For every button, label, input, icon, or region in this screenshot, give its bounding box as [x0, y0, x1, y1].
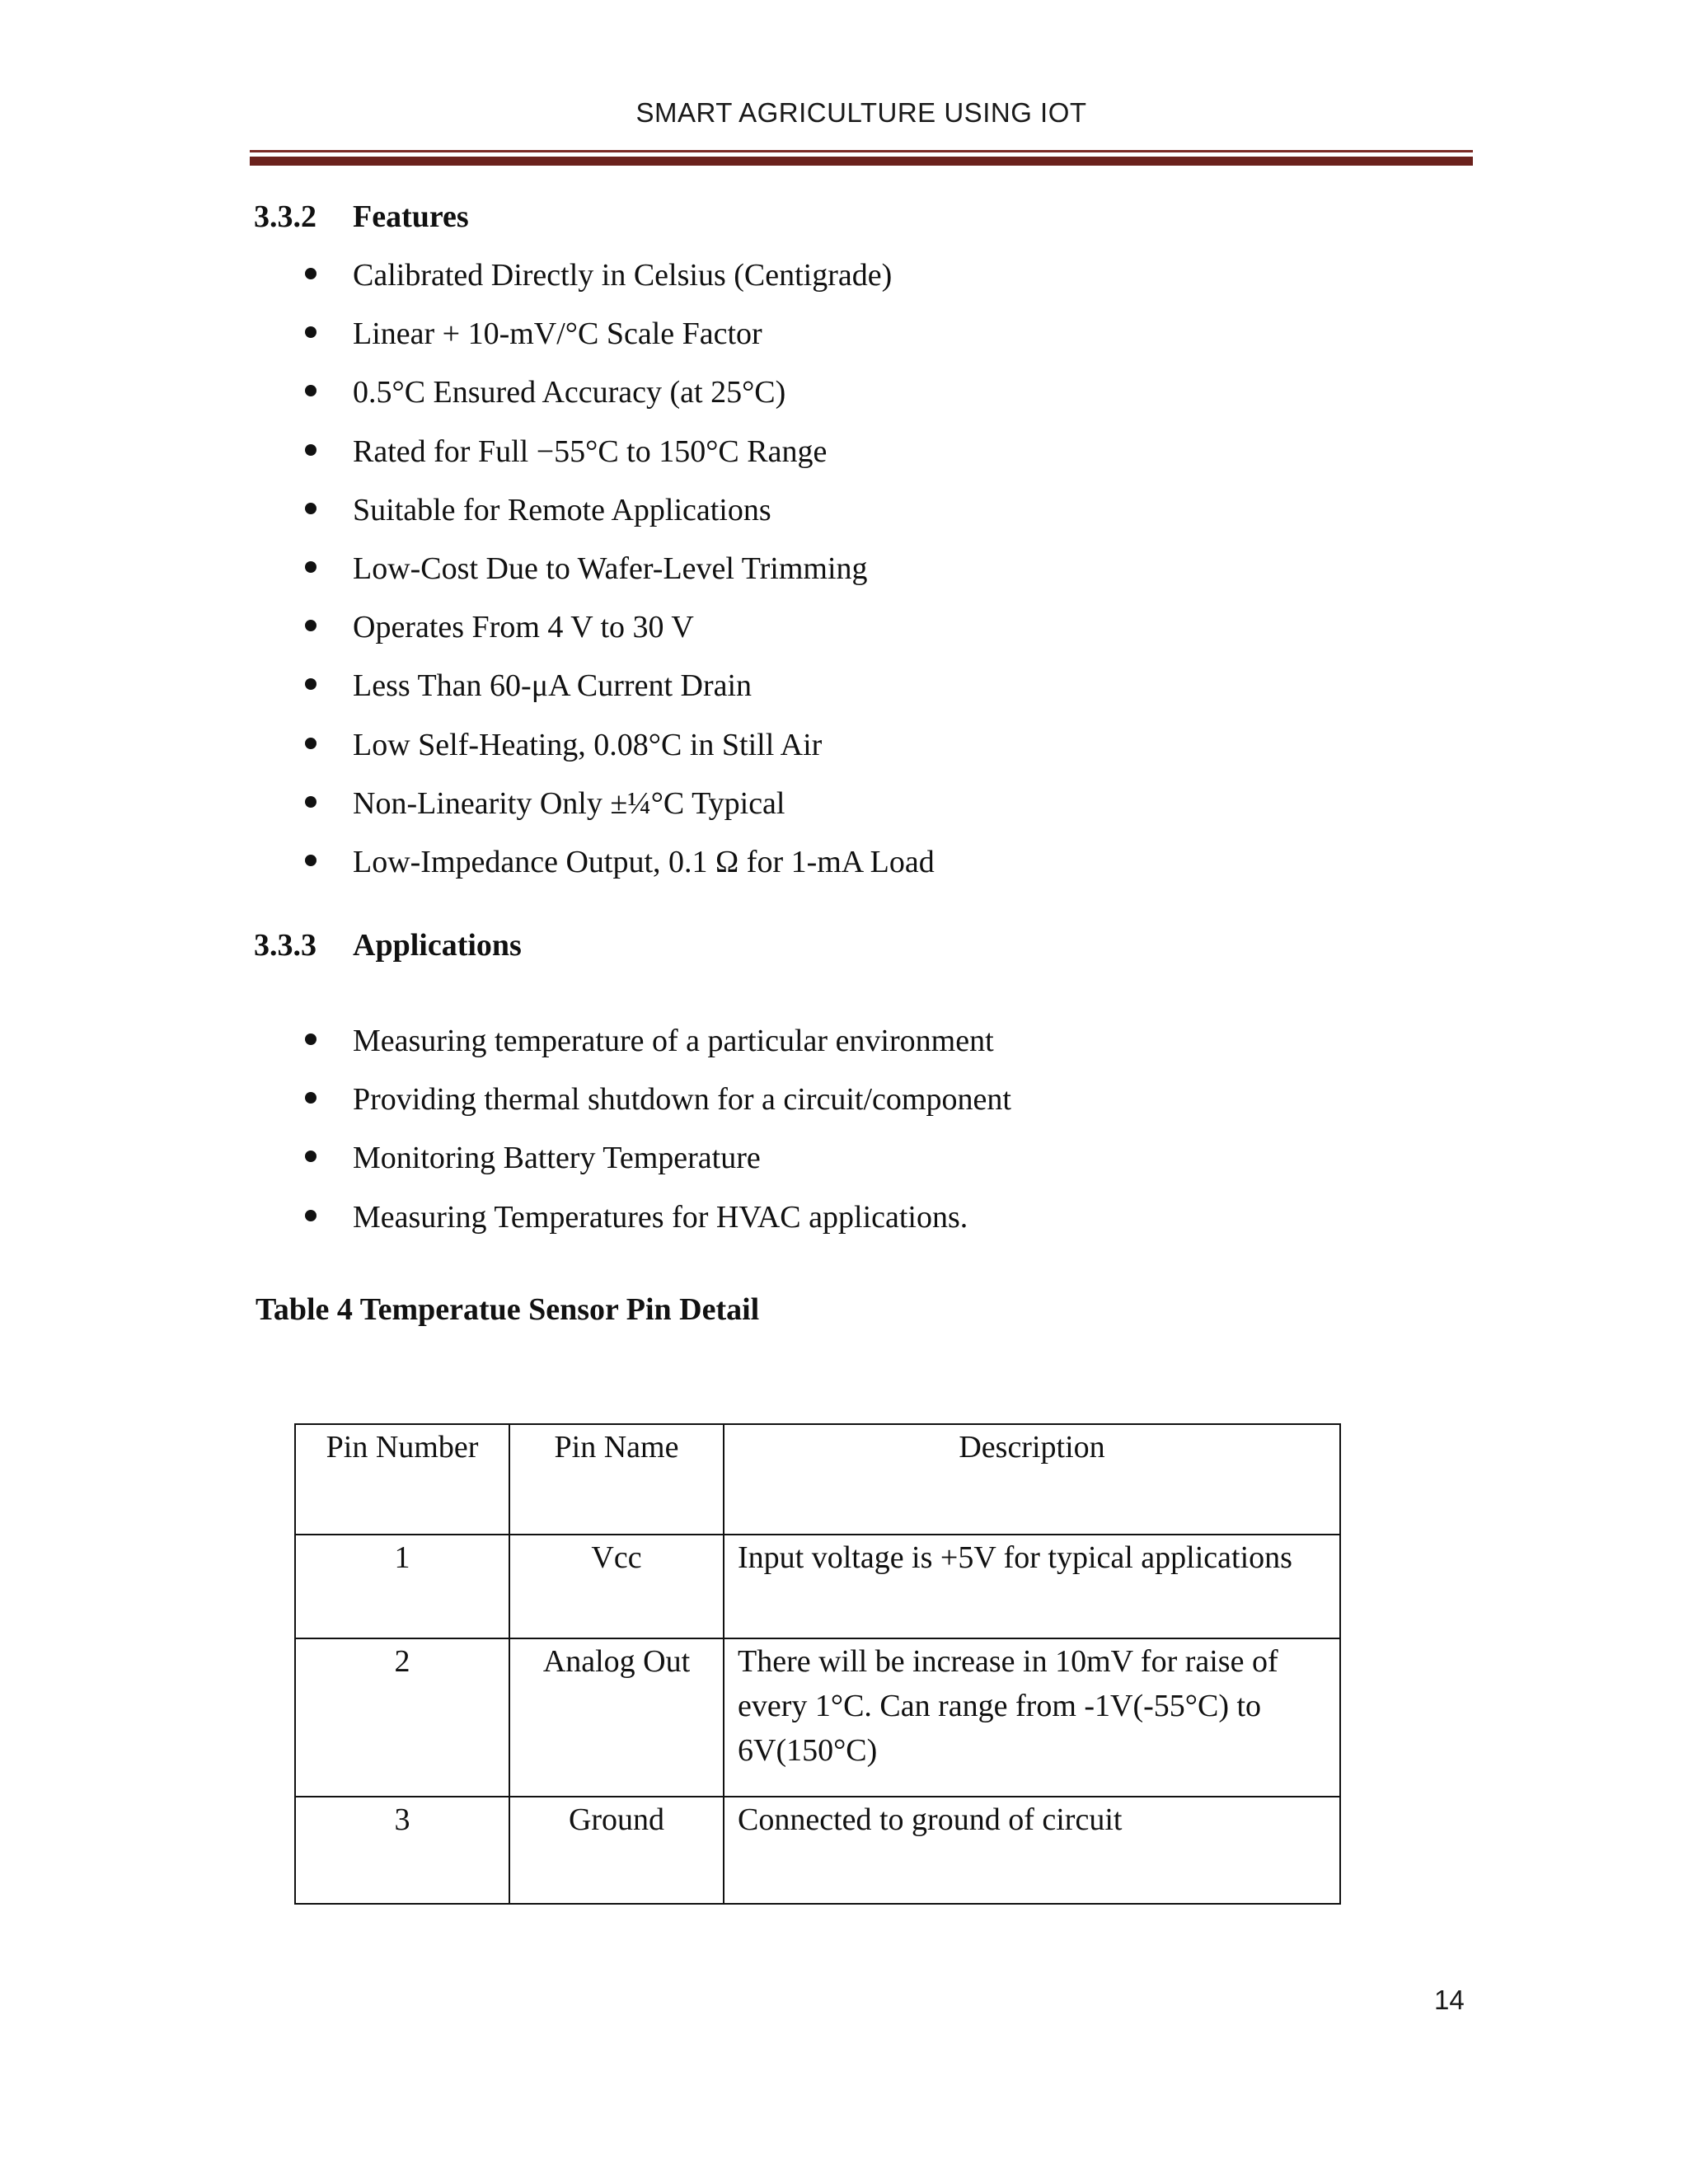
features-heading [254, 201, 469, 232]
pin-number-cell: 1 [295, 1535, 509, 1638]
table-row [295, 1535, 1340, 1638]
pin-detail-table [294, 1423, 1341, 1905]
page-number: 14 [1434, 1985, 1465, 2015]
bullet-icon [305, 503, 316, 514]
pin-name-cell: Vcc [509, 1535, 724, 1638]
bullet-icon [305, 326, 316, 338]
bullet-icon [305, 561, 316, 573]
description-cell: Input voltage is +5V for typical applications [724, 1535, 1340, 1638]
running-header: SMART AGRICULTURE USING IOT [635, 97, 1087, 128]
bullet-icon [305, 855, 316, 866]
bullet-icon [305, 1092, 316, 1104]
bullet-icon [305, 738, 316, 749]
bullet-icon [305, 385, 316, 396]
pin-number-cell: 3 [295, 1797, 509, 1904]
bullet-icon [305, 1210, 316, 1221]
bullet-icon [305, 678, 316, 690]
table-row [295, 1797, 1340, 1904]
bullet-icon [305, 620, 316, 631]
features-heading-number: 3.3.2 [254, 199, 316, 234]
pin-name-cell: Ground [509, 1797, 724, 1904]
column-header-pin-name: Pin Name [509, 1424, 724, 1535]
description-cell: Connected to ground of circuit [724, 1797, 1340, 1904]
features-heading-title: Features [353, 199, 469, 234]
bullet-icon [305, 444, 316, 456]
column-header-pin-number: Pin Number [295, 1424, 509, 1535]
applications-heading-number: 3.3.3 [254, 928, 316, 963]
bullet-icon [305, 1151, 316, 1162]
column-header-description: Description [724, 1424, 1340, 1535]
header-rule-thin [250, 150, 1473, 152]
table-header-row [295, 1424, 1340, 1535]
applications-heading-title: Applications [353, 928, 522, 963]
table-caption: Table 4 Temperatue Sensor Pin Detail [256, 1292, 760, 1327]
applications-heading [254, 930, 522, 961]
header-rule-thick [250, 157, 1473, 166]
pin-number-cell: 2 [295, 1638, 509, 1797]
pin-name-cell: Analog Out [509, 1638, 724, 1797]
table-row [295, 1638, 1340, 1797]
bullet-icon [305, 268, 316, 279]
bullet-icon [305, 1033, 316, 1045]
description-cell: There will be increase in 10mV for raise of every 1°C. Can range from -1V(-55°C) to 6V(150°C) [724, 1638, 1340, 1797]
bullet-icon [305, 796, 316, 808]
